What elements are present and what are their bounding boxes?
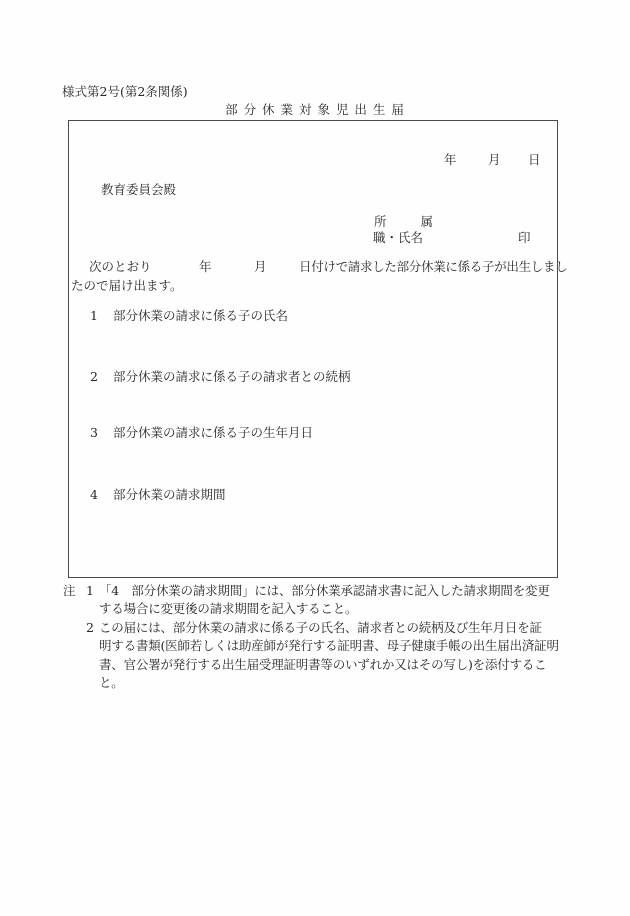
form-border-box bbox=[68, 120, 568, 578]
item-2-number: 2 bbox=[90, 369, 98, 384]
notes-marker: 注 bbox=[63, 583, 76, 598]
item-1-number: 1 bbox=[90, 308, 98, 323]
form-number: 様式第2号(第2条関係) bbox=[62, 84, 188, 99]
request-line-year-label: 年 bbox=[199, 259, 212, 274]
request-line-continuation: たので届け出ます。 bbox=[71, 278, 183, 293]
item-3-number: 3 bbox=[90, 425, 98, 440]
note-2-line-3: 書、官公署が発行する出生届受理証明書等のいずれか又はその写し)を添付するこ bbox=[99, 657, 547, 672]
affiliation-char-2: 属 bbox=[420, 214, 434, 229]
note-2-line-1: この届には、部分休業の請求に係る子の氏名、請求者との続柄及び生年月日を証 bbox=[99, 620, 542, 635]
request-line-text: 日付けで請求した部分休業に係る子が出生しまし bbox=[299, 259, 568, 274]
item-2-label: 部分休業の請求に係る子の請求者との続柄 bbox=[113, 369, 351, 384]
note-2-number: 2 bbox=[86, 620, 94, 635]
item-1-label: 部分休業の請求に係る子の氏名 bbox=[113, 308, 289, 323]
affiliation-char-1: 所 bbox=[374, 214, 387, 229]
document-title: 部 分 休 業 対 象 児 出 生 届 bbox=[225, 102, 405, 117]
item-3-label: 部分休業の請求に係る子の生年月日 bbox=[113, 425, 314, 440]
item-4-label: 部分休業の請求期間 bbox=[113, 487, 226, 502]
note-1-line-1: 「4 部分休業の請求期間」には、部分休業承認請求書に記入した請求期間を変更 bbox=[99, 583, 550, 598]
addressee-label: 教育委員会殿 bbox=[101, 182, 177, 197]
note-1-line-2: する場合に変更後の請求期間を記入すること。 bbox=[99, 601, 358, 616]
seal-label: 印 bbox=[518, 230, 531, 245]
position-name-label: 職・氏名 bbox=[373, 230, 424, 245]
date-month-label: 月 bbox=[488, 152, 501, 167]
request-line-intro: 次のとおり bbox=[89, 259, 152, 274]
affiliation-label bbox=[374, 213, 433, 231]
note-1-number: 1 bbox=[86, 583, 94, 598]
date-year-label: 年 bbox=[444, 152, 457, 167]
item-4-number: 4 bbox=[90, 487, 98, 502]
date-day-label: 日 bbox=[528, 152, 541, 167]
note-2-line-2: 明する書類(医師若しくは助産師が発行する証明書、母子健康手帳の出生届出済証明 bbox=[99, 638, 559, 653]
request-line-month-label: 月 bbox=[254, 259, 267, 274]
note-2-line-4: と。 bbox=[99, 675, 124, 690]
